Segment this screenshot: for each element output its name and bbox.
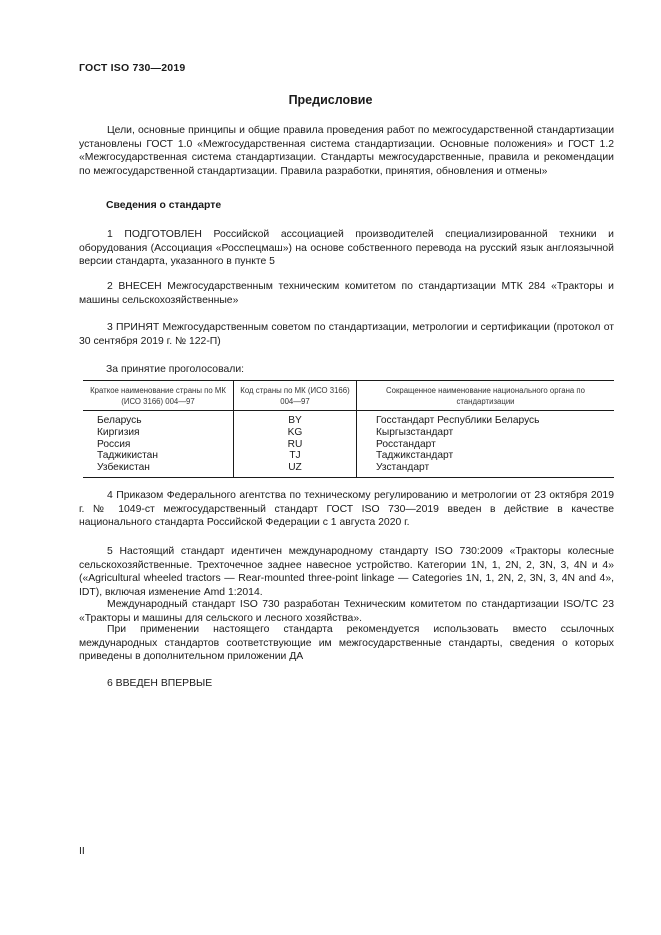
country-code: TJ [234, 450, 357, 462]
section-title: Сведения о стандарте [106, 200, 222, 211]
country-code: BY [234, 411, 357, 427]
table-row [83, 450, 614, 462]
countries-table [83, 380, 614, 478]
table-row [83, 462, 614, 477]
document-code: ГОСТ ISO 730—2019 [79, 62, 186, 74]
standards-body: Узстандарт [357, 462, 615, 477]
table-row [83, 439, 614, 451]
vote-note: За принятие проголосовали: [106, 364, 245, 375]
header-country-code: Код страны по МК (ИСО 3166) 004—97 [234, 381, 357, 411]
paragraph-5-usage: При применении настоящего стандарта рекомендуется использовать вместо ссылочных международных стандартов соответствующие им межгосударственные стандарты, сведения о которых приведены в дополнительном приложении ДА [79, 624, 614, 663]
country-name: Беларусь [83, 411, 234, 427]
country-name: Узбекистан [83, 462, 234, 477]
standards-body: Госстандарт Республики Беларусь [376, 415, 540, 426]
intro-paragraph: Цели, основные принципы и общие правила проведения работ по межгосударственной стандартизации установлены ГОСТ 1.0 «Межгосударственная система стандартизации. Основные положения» и ГОСТ 1.2 «Межгосударственная система стандартизации. Стандарты межгосударственные, правила и рекомендации по межгосударственной стандартизации. Правила разработки, принятия, обновления и отмены» [79, 125, 614, 177]
header-standards-body: Сокращенное наименование национального органа по стандартизации [357, 381, 615, 411]
country-code: UZ [234, 462, 357, 477]
paragraph-6: 6 ВВЕДЕН ВПЕРВЫЕ [107, 678, 213, 689]
paragraph-5: 5 Настоящий стандарт идентичен международному стандарту ISO 730:2009 «Тракторы колесные сельскохозяйственные. Трехточечное заднее навесное устройство. Категории 1N, 1, 2N, 2, 3N, 3, 4N и 4» («Agricultural wheeled tractors — Rear-mounted three-point linkage — Categories 1N, 1, 2N, 2, 3N, 3, 4N and 4», IDT), включая изменение Amd 1:2014. [79, 546, 614, 598]
table-row [83, 427, 614, 439]
standards-body: Кыргызстандарт [376, 426, 454, 438]
page-number: II [79, 846, 85, 857]
table-row [83, 411, 614, 427]
country-name: Россия [83, 439, 234, 451]
paragraph-2: 2 ВНЕСЕН Межгосударственным техническим комитетом по стандартизации МТК 284 «Тракторы и машины сельскохозяйственные» [79, 281, 614, 306]
country-name: Таджикистан [83, 450, 234, 462]
table-header-row [83, 381, 614, 411]
standards-body: Росстандарт [376, 438, 436, 450]
paragraph-4: 4 Приказом Федерального агентства по техническому регулированию и метрологии от 23 октября 2019 г. № 1049-ст межгосударственный стандарт ГОСТ ISO 730—2019 введен в действие в качестве национального стандарта Российской Федерации с 1 августа 2020 г. [79, 490, 614, 529]
paragraph-5-intl: Международный стандарт ISO 730 разработан Техническим комитетом по стандартизации ISO/TC 23 «Тракторы и машины для сельского и лесного хозяйства». [79, 599, 614, 624]
country-code: KG [234, 427, 357, 439]
standards-body: Таджикстандарт [376, 450, 454, 462]
paragraph-1: 1 ПОДГОТОВЛЕН Российской ассоциацией производителей специализированной техники и оборудования (Ассоциация «Росспецмаш») на основе собственного перевода на русский язык англоязычной версии стандарта, указанного в пункте 5 [79, 229, 614, 268]
paragraph-3: 3 ПРИНЯТ Межгосударственным советом по стандартизации, метрологии и сертификации (протокол от 30 сентября 2019 г. № 122-П) [79, 322, 614, 347]
page-title: Предисловие [288, 93, 373, 107]
header-country-name: Краткое наименование страны по МК (ИСО 3166) 004—97 [83, 381, 234, 411]
country-name: Киргизия [83, 427, 234, 439]
country-code: RU [234, 439, 357, 451]
